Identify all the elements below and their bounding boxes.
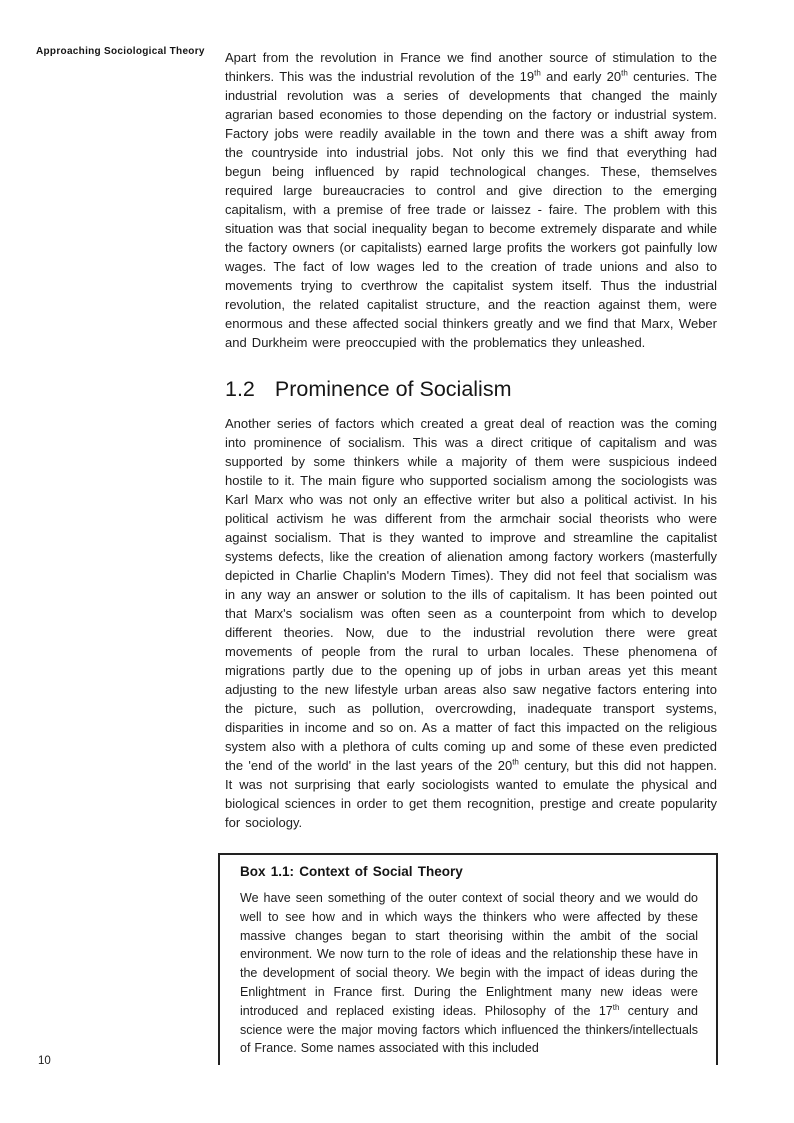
box-context-of-social-theory — [218, 853, 718, 1065]
box-body-paragraph — [240, 889, 698, 1058]
superscript-ordinal: th — [612, 1002, 620, 1012]
paragraph-industrial-revolution — [225, 48, 717, 352]
running-head: Approaching Sociological Theory — [36, 46, 205, 57]
paragraph-text: We have seen something of the outer context of social theory and we would do well to see how and in which ways the thinkers who were affected by these massive changes began to start theorising within the ambit of the social environment. We now turn to the role of ideas and the relationship these have in the development of social theory. We begin with the impact of ideas during the Enlightment in France first. During the Enlightment many new ideas were introduced and replaced existing ideas. Philosophy of the 17 — [240, 891, 698, 1018]
superscript-ordinal: th — [621, 68, 628, 78]
paragraph-text: centuries. The industrial revolution was a series of developments that changed the mainly agrarian based economies to those depending on the factory or industrial system. Factory jobs were readily available in the town and there was a shift away from the countryside into industrial jobs. Not only this we find that everything had begun being influenced by rapid technological changes. These, themselves required large bureaucracies to control and give direction to the emerging capitalism, with a premise of free trade or laissez - faire. The problem with this situation was that social inequality began to become extremely disparate and while the factory owners (or capitalists) earned large profits the workers got painfully low wages. The fact of low wages led to the creation of trade unions and also to movements trying to cverthrow the capitalist system itself. Thus the industrial revolution, the related capitalist structure, and the reaction against them, were enormous and these affected social thinkers greatly and we find that Marx, Weber and Durkheim were preoccupied with the problematics they unleashed. — [225, 69, 717, 350]
paragraph-text: Apart from the revolution in France we find another source of stimulation to the thinkers. This was the industrial revolution of the 19 — [225, 50, 717, 84]
paragraph-text: and early 20 — [540, 69, 622, 84]
paragraph-text: century, but this did not happen. It was not surprising that early sociologists wanted to emulate the physical and biological sciences in order to get them recognition, prestige and create popularity for sociology. — [225, 758, 717, 830]
paragraph-prominence-of-socialism — [225, 414, 717, 832]
superscript-ordinal: th — [512, 757, 519, 767]
section-number: 1.2 — [225, 377, 255, 401]
paragraph-text: century and science were the major moving factors which influenced the thinkers/intellectuals of France. Some names associated with this included — [240, 1003, 698, 1056]
paragraph-text: Another series of factors which created a great deal of reaction was the coming into prominence of socialism. This was a direct critique of capitalism and was supported by some thinkers while a majority of them were suspicious indeed hostile to it. The main figure who supported socialism among the sociologists was Karl Marx who was not only an effective writer but also a political activist. In his political activism he was different from the armchair social theorists who were against socialism. That is they wanted to improve and streamline the capitalist systems defects, like the creation of alienation among factory workers (masterfully depicted in Charlie Chaplin's Modern Times). They did not feel that socialism was in any way an answer or solution to the ills of capitalism. It has been pointed out that Marx's socialism was often seen as a counterpoint from which to develop different theories. Now, due to the industrial revolution there were great movements of people from the rural to urban locales. These phenomena of migrations partly due to the opening up of jobs in urban areas yet this meant adjusting to the new lifestyle urban areas also saw negative factors entering into the picture, such as pollution, overcrowding, inadequate transport systems, disparities in income and so on. As a matter of fact this impacted on the religious system also with a plethora of cults coming up and some of these even predicted the 'end of the world' in the last years of the 20 — [225, 416, 717, 773]
box-title: Box 1.1: Context of Social Theory — [240, 864, 463, 879]
page-number: 10 — [38, 1055, 51, 1067]
section-heading — [225, 377, 512, 402]
section-title: Prominence of Socialism — [274, 377, 512, 401]
superscript-ordinal: th — [534, 68, 541, 78]
